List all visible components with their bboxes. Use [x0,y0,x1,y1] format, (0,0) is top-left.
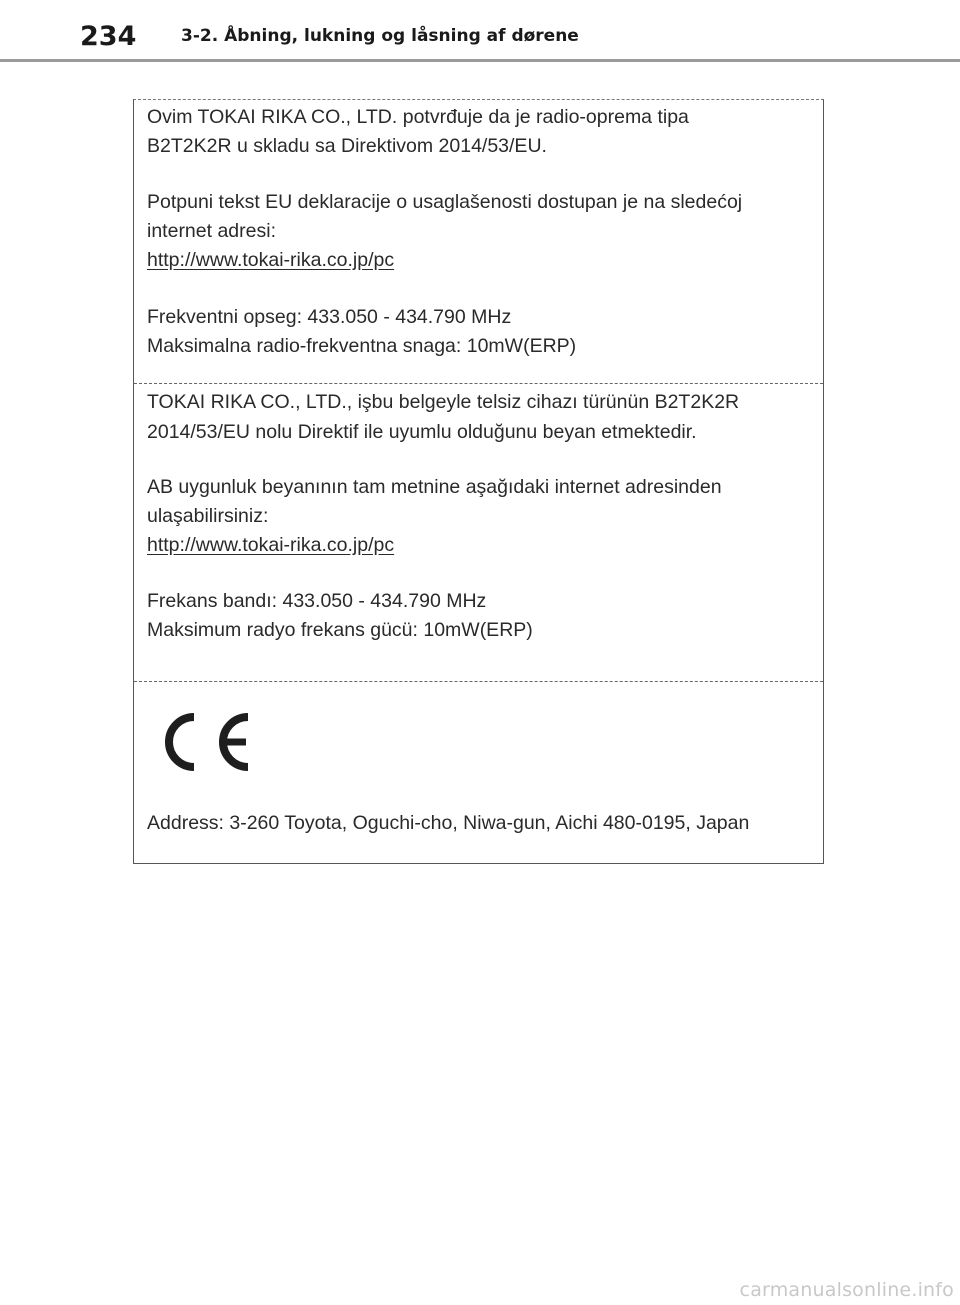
rs-line-1: Ovim TOKAI RIKA CO., LTD. potvrđuje da je radio-oprema tipa [147,106,689,128]
tr-line-2: 2014/53/EU nolu Direktif ile uyumlu olduğunu beyan etmektedir. [147,421,697,443]
tr-line-5: Frekans bandı: 433.050 - 434.790 MHz [147,590,487,612]
rs-line-4: internet adresi: [147,220,276,242]
page-header [0,0,960,64]
ce-mark-icon [154,707,258,777]
rs-line-5: Frekventni opseg: 433.050 - 434.790 MHz [147,306,512,328]
footer-watermark: carmanualsonline.info [739,1279,954,1301]
declaration-box [133,99,824,864]
declaration-serbian [134,100,823,383]
declaration-turkish [134,383,823,681]
header-divider [0,59,960,62]
manufacturer-address: Address: 3-260 Toyota, Oguchi-cho, Niwa-gun, Aichi 480-0195, Japan [147,812,750,834]
chapter-title: 3-2. Åbning, lukning og låsning af dørene [181,26,579,46]
tr-link[interactable]: http://www.tokai-rika.co.jp/pc [147,534,395,556]
page-number: 234 [80,21,137,52]
rs-line-6: Maksimalna radio-frekventna snaga: 10mW(ERP) [147,335,577,357]
tr-line-3: AB uygunluk beyanının tam metnine aşağıdaki internet adresinden [147,476,722,498]
rs-line-2: B2T2K2R u skladu sa Direktivom 2014/53/EU. [147,135,547,157]
tr-line-1: TOKAI RIKA CO., LTD., işbu belgeyle telsiz cihazı türünün B2T2K2R [147,391,740,413]
tr-line-4: ulaşabilirsiniz: [147,505,269,527]
conformity-section [134,681,823,864]
rs-link[interactable]: http://www.tokai-rika.co.jp/pc [147,249,395,271]
rs-line-3: Potpuni tekst EU deklaracije o usaglašenosti dostupan je na sledećoj [147,191,743,213]
tr-line-6: Maksimum radyo frekans gücü: 10mW(ERP) [147,619,533,641]
